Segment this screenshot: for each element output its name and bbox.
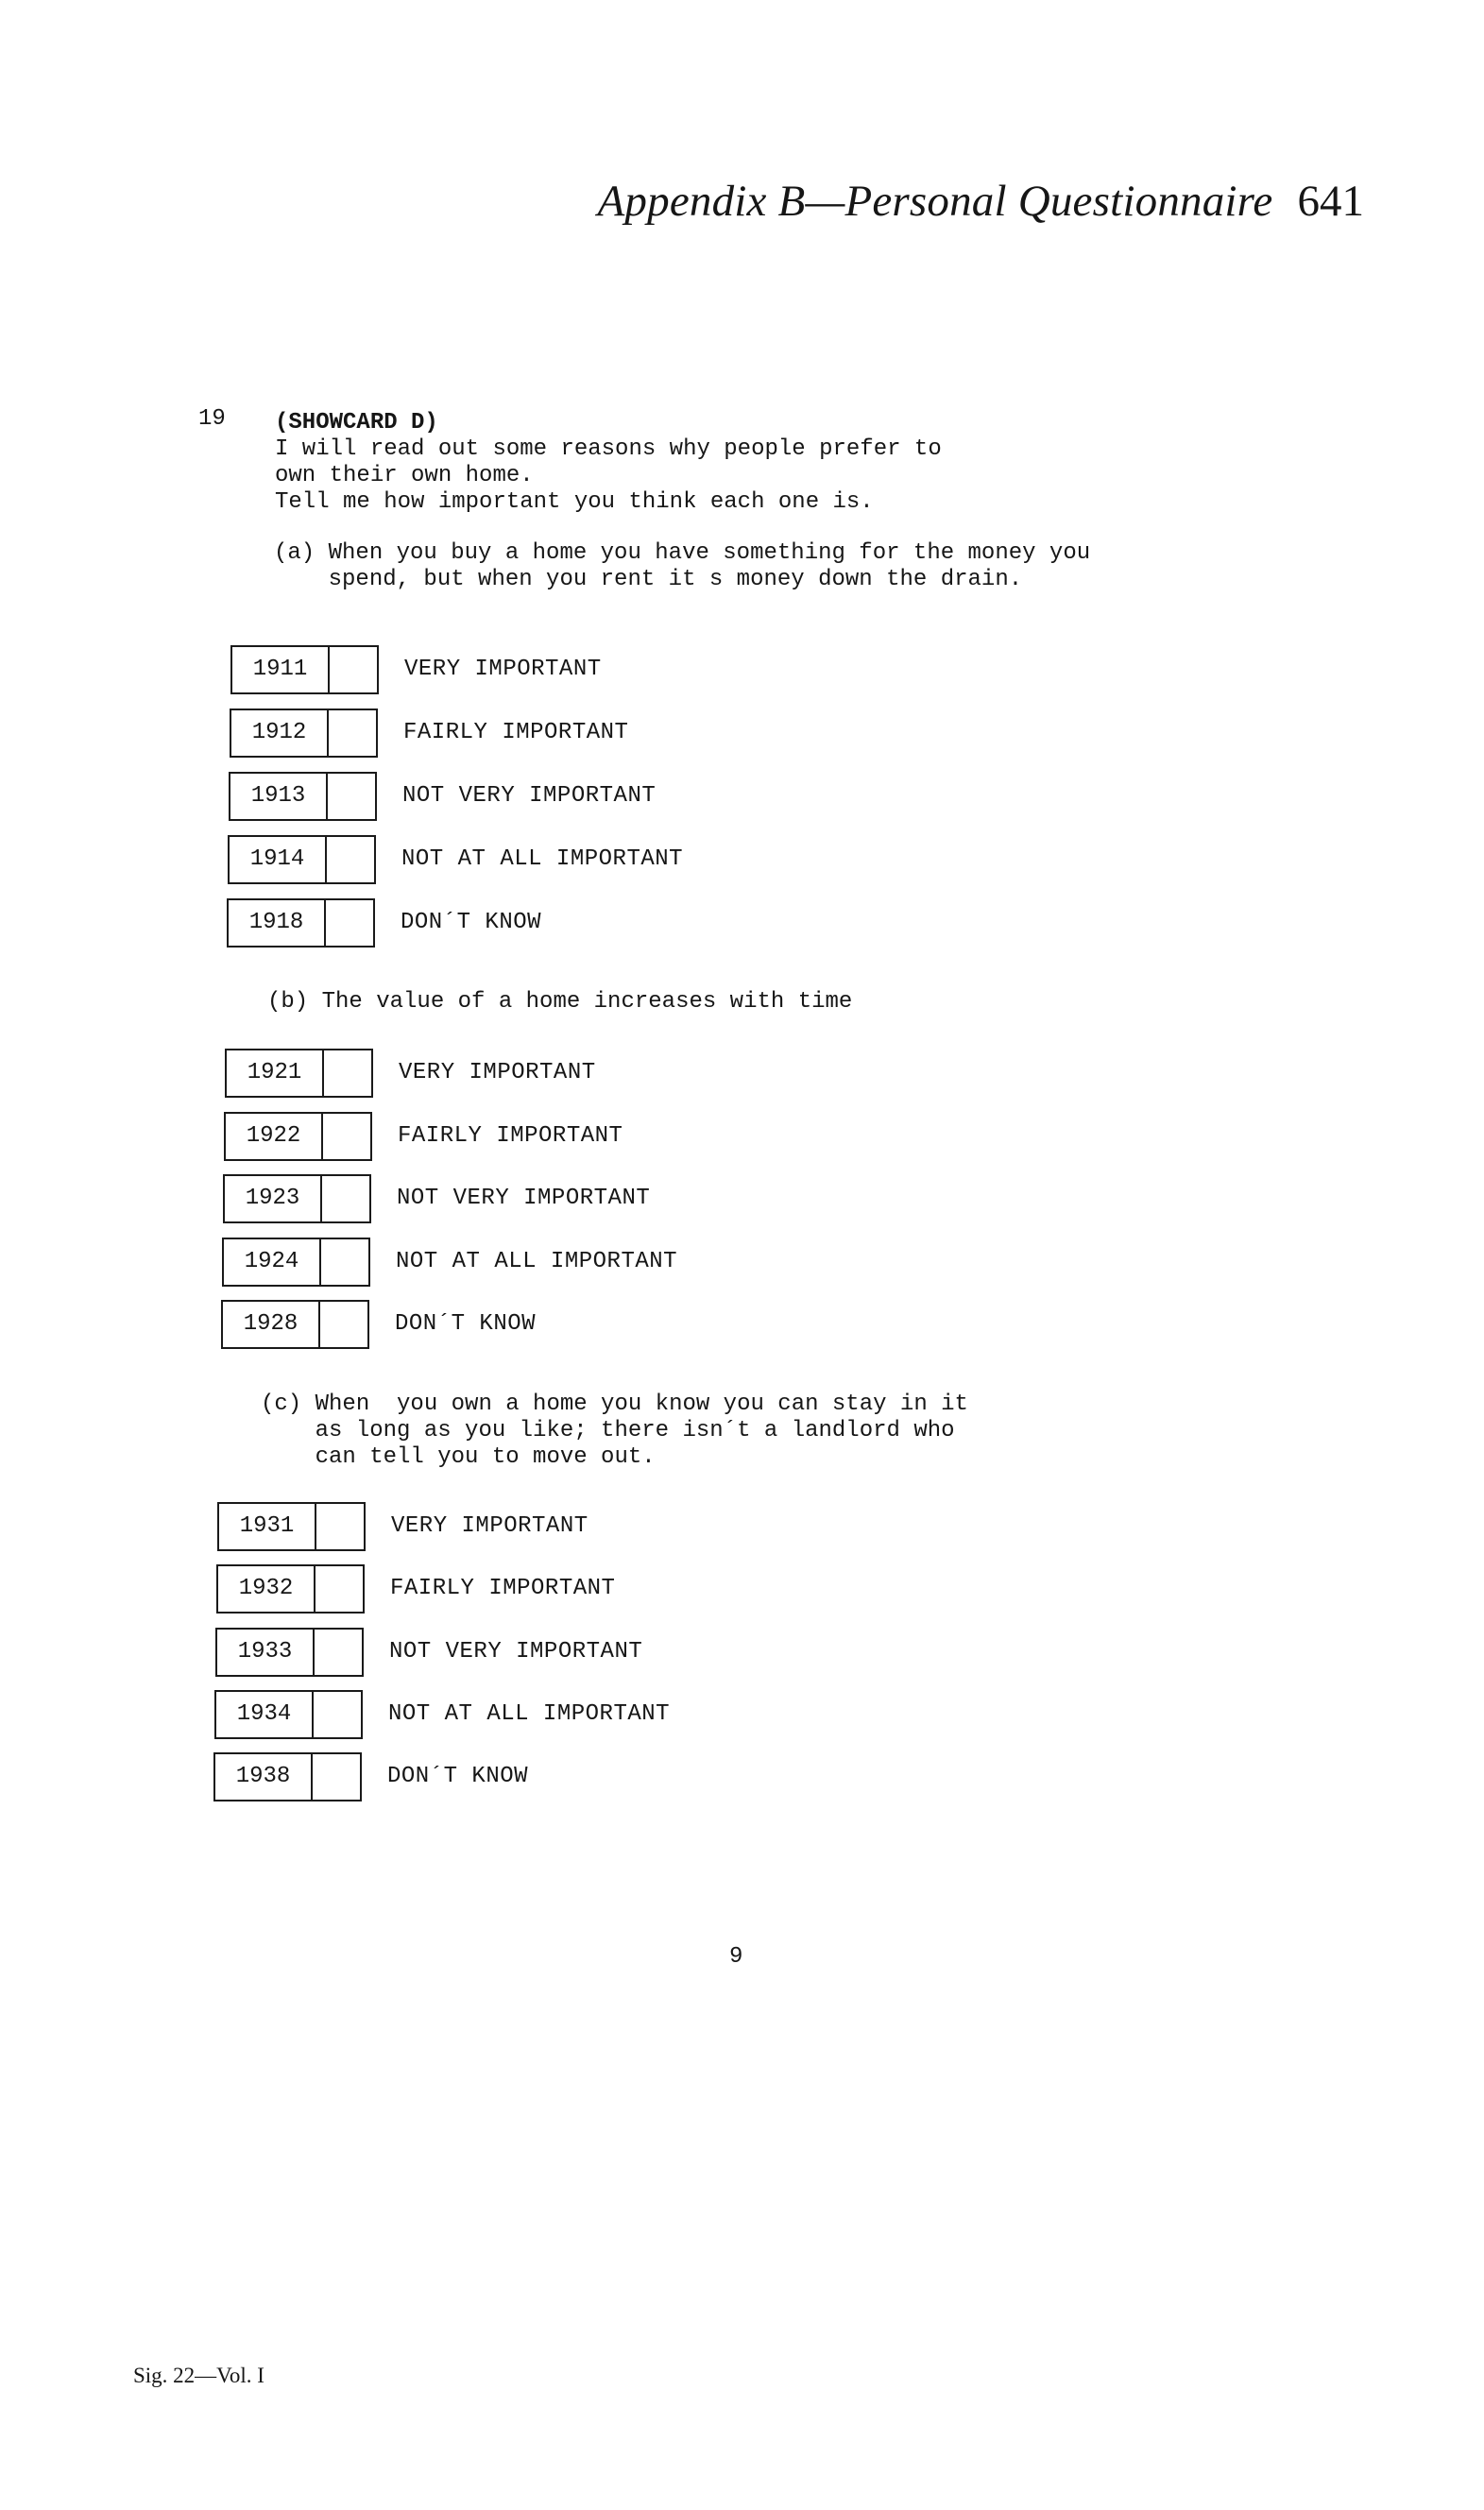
running-head [598, 176, 1364, 227]
answer-label: NOT VERY IMPORTANT [389, 1639, 643, 1665]
answer-code: 1933 [215, 1628, 315, 1677]
answer-code: 1923 [223, 1174, 322, 1223]
answer-checkbox[interactable] [315, 1628, 364, 1677]
answer-label: FAIRLY IMPORTANT [403, 720, 629, 745]
sub-question-a: (a) When you buy a home you have something for the money you spend, but when you rent it s money down the drain. [274, 540, 1091, 592]
answer-label: NOT AT ALL IMPORTANT [388, 1701, 671, 1727]
answer-checkbox[interactable] [328, 772, 377, 821]
answer-code: 1938 [213, 1752, 313, 1801]
answer-label: VERY IMPORTANT [404, 657, 602, 682]
answer-label: FAIRLY IMPORTANT [390, 1576, 616, 1601]
answer-code: 1922 [224, 1112, 323, 1161]
answer-code: 1934 [214, 1690, 314, 1739]
answer-checkbox[interactable] [313, 1752, 362, 1801]
answer-option[interactable] [230, 645, 1081, 698]
answer-code: 1911 [230, 645, 330, 694]
answer-option[interactable] [222, 1238, 1072, 1290]
question-text-block [275, 410, 942, 516]
answer-option[interactable] [221, 1300, 1071, 1353]
answer-label: NOT AT ALL IMPORTANT [401, 846, 684, 872]
answer-option[interactable] [216, 1564, 1066, 1617]
answer-code: 1932 [216, 1564, 316, 1614]
answer-option[interactable] [228, 835, 1078, 888]
answer-label: VERY IMPORTANT [391, 1513, 588, 1539]
answer-label: NOT AT ALL IMPORTANT [396, 1249, 678, 1274]
answer-label: NOT VERY IMPORTANT [402, 783, 657, 809]
answer-checkbox[interactable] [322, 1174, 371, 1223]
showcard-label: (SHOWCARD D) [275, 410, 438, 435]
answer-option[interactable] [227, 898, 1077, 951]
answer-option[interactable] [213, 1752, 1064, 1805]
form-page-number: 9 [729, 1944, 743, 1970]
answer-checkbox[interactable] [323, 1112, 372, 1161]
answer-checkbox[interactable] [320, 1300, 369, 1349]
answer-checkbox[interactable] [330, 645, 379, 694]
answer-label: NOT VERY IMPORTANT [397, 1186, 651, 1211]
answer-label: DON´T KNOW [401, 910, 542, 935]
answer-code: 1913 [229, 772, 328, 821]
page-number: 641 [1297, 177, 1364, 226]
answer-option[interactable] [217, 1502, 1067, 1555]
question-prompt: I will read out some reasons why people prefer to own their own home. Tell me how important you think each one is. [275, 436, 942, 515]
sub-question-b: (b) The value of a home increases with time [267, 989, 853, 1015]
answer-option[interactable] [223, 1174, 1073, 1227]
answer-code: 1921 [225, 1049, 324, 1098]
answer-checkbox[interactable] [326, 898, 375, 948]
answer-checkbox[interactable] [327, 835, 376, 884]
answer-checkbox[interactable] [316, 1564, 365, 1614]
answer-checkbox[interactable] [321, 1238, 370, 1287]
sub-question-c: (c) When you own a home you know you can stay in it as long as you like; there isn´t a landlord who can tell you to move out. [261, 1392, 968, 1470]
answer-code: 1928 [221, 1300, 320, 1349]
running-head-title: Appendix B—Personal Questionnaire [597, 177, 1273, 226]
question-number: 19 [198, 406, 226, 432]
answer-checkbox[interactable] [314, 1690, 363, 1739]
signature-mark: Sig. 22—Vol. I [133, 2364, 264, 2387]
answer-option[interactable] [215, 1628, 1066, 1681]
answer-checkbox[interactable] [329, 709, 378, 758]
answer-code: 1912 [230, 709, 329, 758]
answer-label: VERY IMPORTANT [399, 1060, 596, 1085]
answer-option[interactable] [225, 1049, 1075, 1101]
answer-code: 1914 [228, 835, 327, 884]
answer-label: FAIRLY IMPORTANT [398, 1123, 623, 1149]
answer-checkbox[interactable] [324, 1049, 373, 1098]
answer-option[interactable] [229, 772, 1079, 825]
answer-code: 1918 [227, 898, 326, 948]
answer-code: 1931 [217, 1502, 316, 1551]
answer-checkbox[interactable] [316, 1502, 366, 1551]
answer-label: DON´T KNOW [387, 1764, 529, 1789]
answer-label: DON´T KNOW [395, 1311, 537, 1337]
answer-code: 1924 [222, 1238, 321, 1287]
answer-option[interactable] [214, 1690, 1065, 1743]
answer-option[interactable] [224, 1112, 1074, 1165]
answer-option[interactable] [230, 709, 1080, 761]
